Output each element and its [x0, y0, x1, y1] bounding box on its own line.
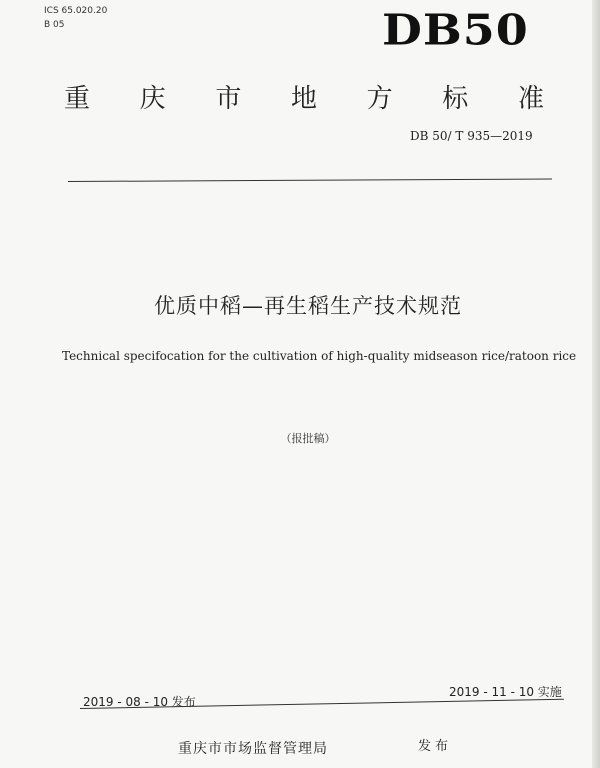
standard-type-char: 重	[64, 84, 91, 114]
issue-date: 2019 - 08 - 10 发布	[83, 695, 196, 709]
issue-label: 发布	[418, 739, 453, 754]
classification-codes	[44, 4, 107, 32]
ics-code: ICS 65.020.20	[44, 6, 108, 16]
draft-status: （报批稿）	[280, 432, 336, 445]
document-title-chinese: 优质中稻—再生稻生产技术规范	[154, 294, 462, 318]
standard-type-char: 方	[366, 84, 393, 114]
standard-type-char: 标	[442, 84, 469, 114]
standard-mark: DB50	[382, 4, 529, 55]
issuing-authority: 重庆市市场监督管理局	[178, 741, 328, 757]
standard-type-char: 庆	[139, 84, 166, 114]
standard-type-char: 市	[215, 84, 242, 114]
standard-type-char: 地	[290, 84, 317, 114]
document-title-english: Technical specifocation for the cultivation of high-quality midseason rice/ratoon rice	[62, 349, 577, 363]
implementation-date: 2019 - 11 - 10 实施	[449, 685, 562, 699]
header-divider	[68, 178, 552, 182]
standard-type-char: 准	[517, 84, 544, 114]
page-edge-shadow	[592, 0, 600, 768]
standard-number: DB 50/ T 935—2019	[410, 129, 533, 143]
standard-type-title	[64, 83, 544, 115]
ccs-code: B 05	[44, 20, 65, 30]
